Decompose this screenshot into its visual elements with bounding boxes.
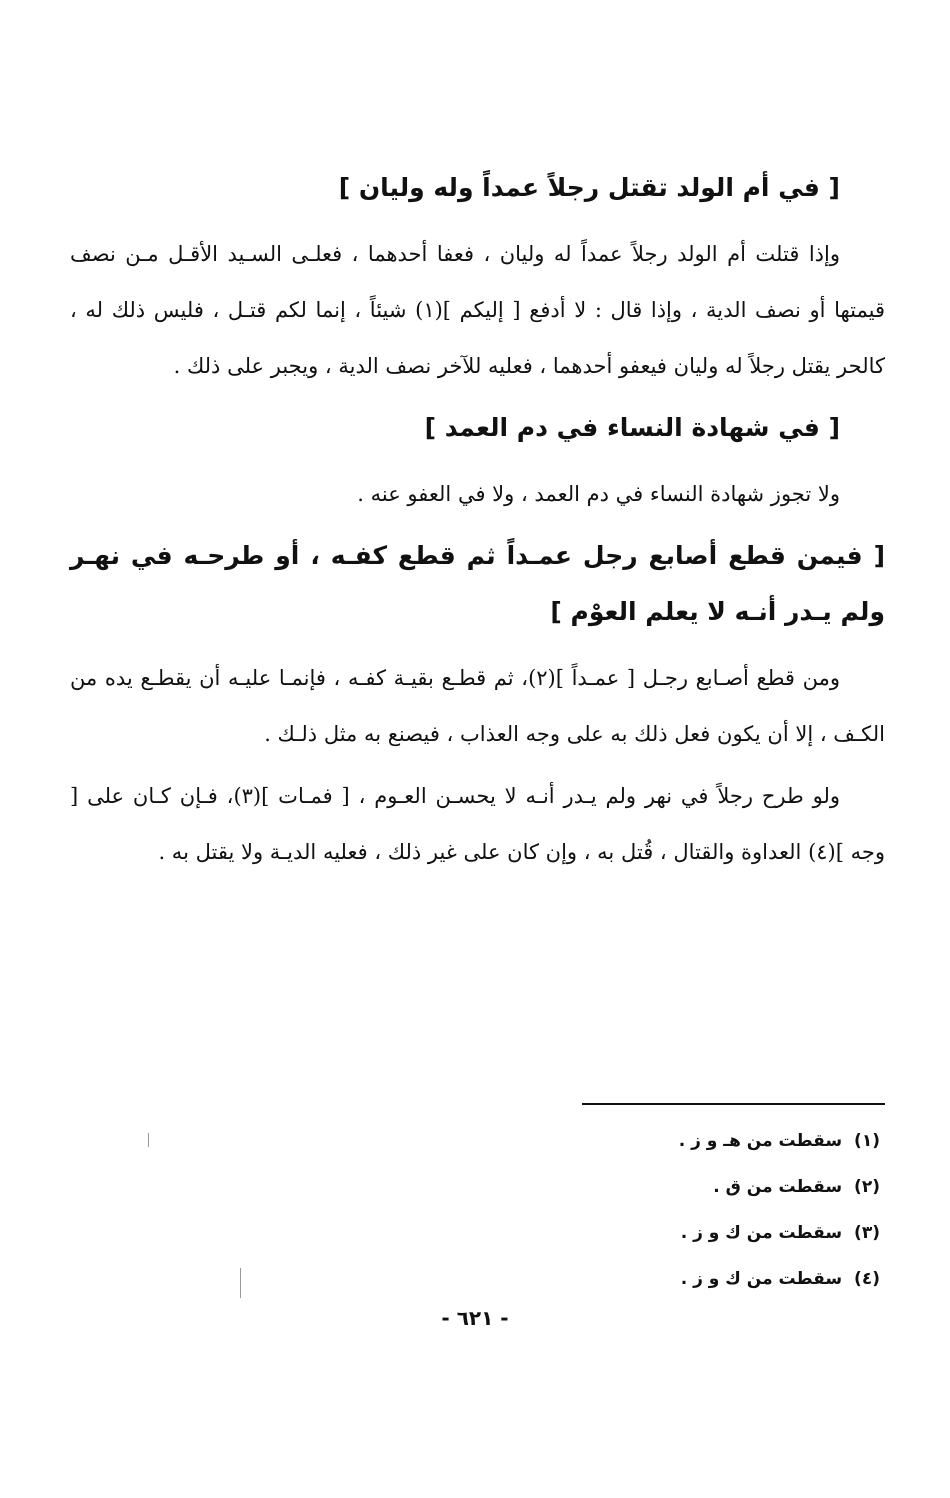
spacer [70,640,885,650]
scan-mark [148,1133,149,1147]
footnote-number: (٤) [854,1269,880,1289]
section-heading: [ فيمن قطع أصابع رجل عمـداً ثم قطع كفـه ، أو طرحـه في نهـر ولم يـدر أنـه لا يعلم العوْم ] [70,541,885,626]
footnote-text: سقطت من ق . [713,1177,843,1197]
page-body [70,160,885,886]
paragraph: ولو طرح رجلاً في نهر ولم يـدر أنـه لا يحسـن العـوم ، [ فمـات ](٣)، فـإن كـان على [ وجه ](٤) العداوة والقتال ، قُتل به ، وإن كان على غير ذلك ، فعليه الديـة ولا يقتل به . [70,784,885,864]
section-heading: [ في أم الولد تقتل رجلاً عمداً وله وليان ] [338,173,840,202]
paragraph: ولا تجوز شهادة النساء في دم العمد ، ولا في العفو عنه . [357,482,840,506]
footnote-text: سقطت من ك و ز . [680,1223,843,1243]
paragraph: ومن قطع أصـابع رجـل [ عمـداً ](٢)، ثم قطـع بقيـة كفـه ، فإنمـا عليـه أن يقطـع يده من الكـف ، إلا أن يكون فعل ذلك به على وجه العذاب ، فيصنع به مثل ذلـك . [70,666,885,746]
spacer [70,216,885,226]
footnote-item [480,1164,880,1210]
scan-mark [240,1268,241,1298]
footnote-number: (٣) [854,1223,880,1243]
footnote-divider [582,1103,885,1105]
paragraph: وإذا قتلت أم الولد رجلاً عمداً له وليان ، فعفا أحدهما ، فعلـى السـيد الأقـل مـن نصف قيمتها أو نصف الدية ، وإذا قال : لا أدفع [ إليكم ](١) شيئاً ، إنما لكم قتـل ، فليس ذلك له ، كالحر يقتل رجلاً له وليان فيعفو أحدهما ، فعليه للآخر نصف الدية ، ويجبر على ذلك . [70,242,885,378]
footnote-text: سقطت من ك و ز . [680,1269,843,1289]
footnote-number: (٢) [854,1177,880,1197]
footnote-number: (١) [854,1131,880,1151]
page-number: - ٦٢١ - [441,1306,509,1330]
footnote-item [480,1256,880,1302]
footnote-text: سقطت من هـ و ز . [678,1131,843,1151]
section-heading: [ في شهادة النساء في دم العمد ] [424,413,840,442]
spacer [70,456,885,466]
footnote-item [480,1210,880,1256]
footnote-item [480,1118,880,1164]
footnotes [480,1118,880,1302]
